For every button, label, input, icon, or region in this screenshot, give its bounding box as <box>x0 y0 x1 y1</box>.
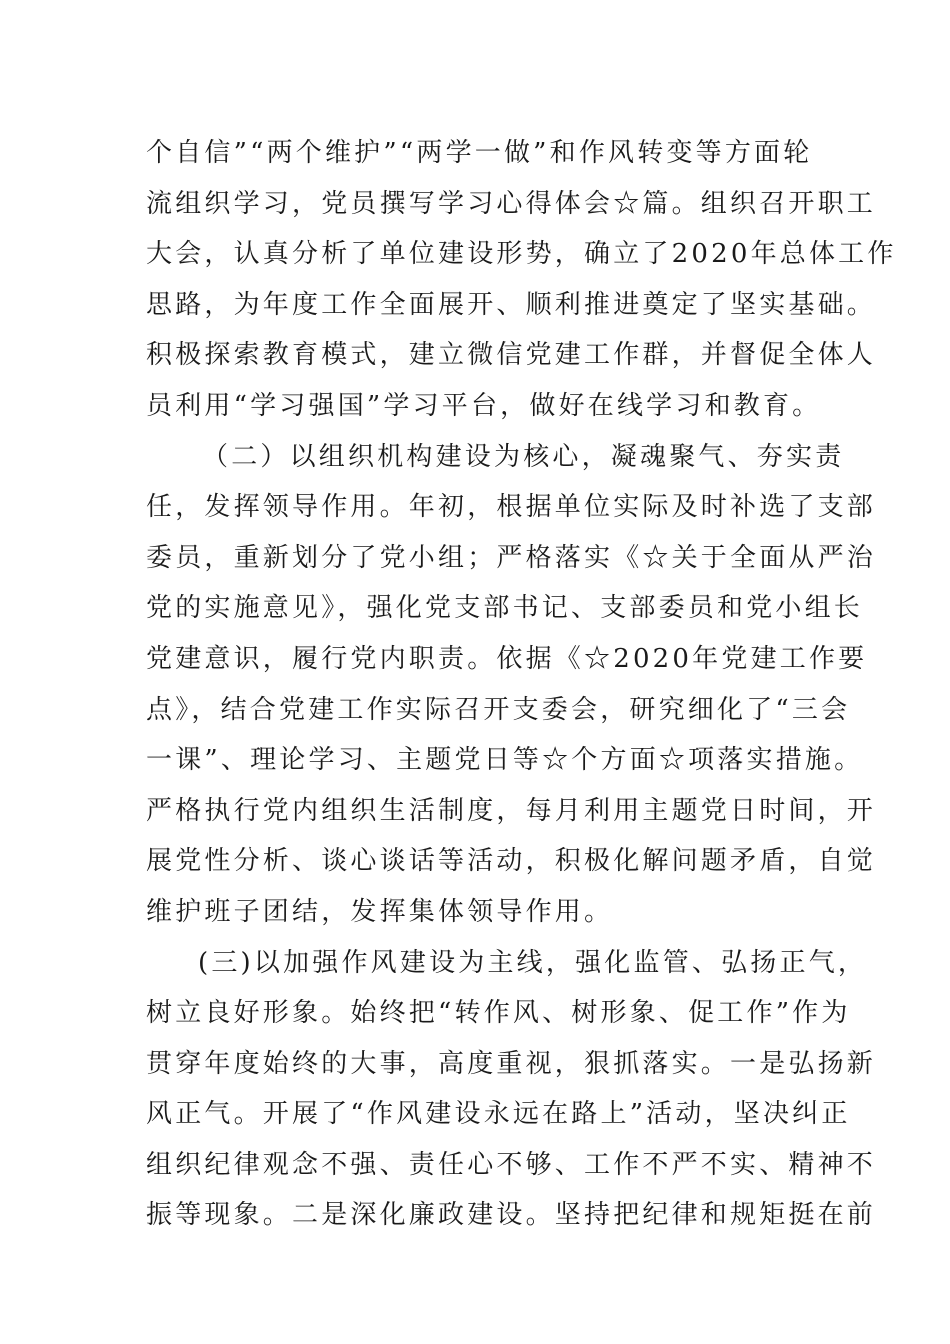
document-body <box>146 128 897 1241</box>
text-line: （二）以组织机构建设为核心，凝魂聚气、夯实责 <box>202 441 845 472</box>
text-line: 大会，认真分析了单位建设形势，确立了2020年总体工作 <box>146 239 897 270</box>
text-line: 树立良好形象。始终把“转作风、树形象、促工作”作为 <box>146 998 851 1029</box>
text-line: (三)以加强作风建设为主线，强化监管、弘扬正气， <box>198 947 868 978</box>
text-line: 贯穿年度始终的大事，高度重视，狠抓落实。一是弘扬新 <box>146 1048 877 1079</box>
text-line: 党建意识，履行党内职责。依据《☆2020年党建工作要 <box>146 643 868 674</box>
paragraph-1 <box>146 128 897 432</box>
text-line: 思路，为年度工作全面展开、顺利推进奠定了坚实基础。 <box>146 289 877 320</box>
text-line: 个自信”“两个维护”“两学一做”和作风转变等方面轮 <box>146 138 813 168</box>
text-line: 展党性分析、谈心谈话等活动，积极化解问题矛盾，自觉 <box>146 846 877 877</box>
paragraph-3 <box>146 938 877 1242</box>
text-line: 风正气。开展了“作风建设永远在路上”活动，坚决纠正 <box>146 1099 851 1130</box>
text-line: 流组织学习，党员撰写学习心得体会☆篇。组织召开职工 <box>146 188 877 219</box>
text-line: 组织纪律观念不强、责任心不够、工作不严不实、精神不 <box>146 1149 877 1180</box>
text-line: 一课”、理论学习、主题党日等☆个方面☆项落实措施。 <box>146 745 864 776</box>
text-line: 积极探索教育模式，建立微信党建工作群，并督促全体人 <box>146 340 877 371</box>
paragraph-2 <box>146 432 877 938</box>
text-line: 振等现象。二是深化廉政建设。坚持把纪律和规矩挺在前 <box>146 1200 877 1231</box>
text-line: 维护班子团结，发挥集体领导作用。 <box>146 896 614 927</box>
text-line: 委员，重新划分了党小组；严格落实《☆关于全面从严治 <box>146 542 877 573</box>
text-line: 任，发挥领导作用。年初，根据单位实际及时补选了支部 <box>146 492 877 523</box>
text-line: 严格执行党内组织生活制度，每月利用主题党日时间，开 <box>146 795 877 826</box>
text-line: 点》，结合党建工作实际召开支委会，研究细化了“三会 <box>146 694 851 725</box>
text-line: 员利用“学习强国”学习平台，做好在线学习和教育。 <box>146 390 822 421</box>
text-line: 党的实施意见》，强化党支部书记、支部委员和党小组长 <box>146 593 864 624</box>
